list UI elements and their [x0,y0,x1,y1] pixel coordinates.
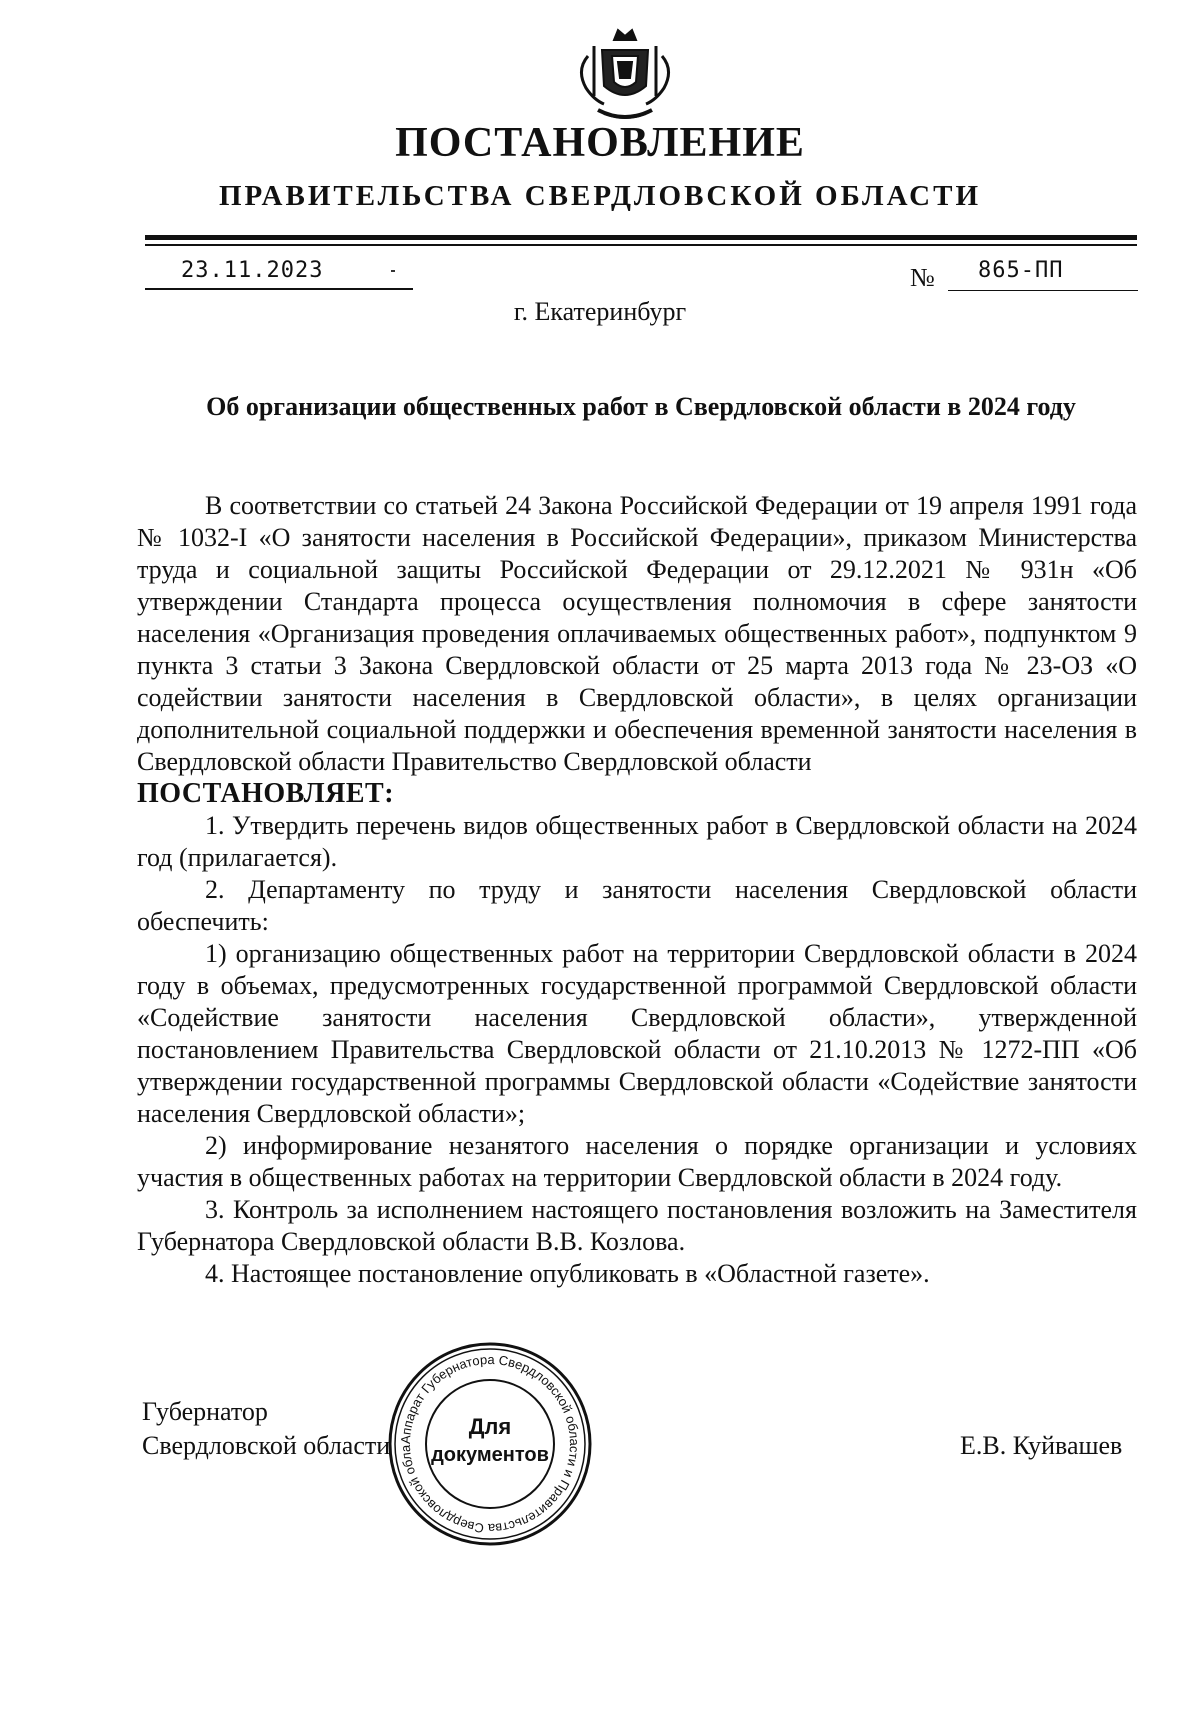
stamp-center-line1: Для [468,1414,512,1439]
list-item: 3. Контроль за исполнением настоящего постановления возложить на Заместителя Губернатора Свердловской области В.В. Козлова. [137,1195,1137,1256]
document-body [137,490,1137,1290]
signatory-position-line1: Губернатор [142,1397,268,1426]
date-value: 23.11.2023 [181,258,324,283]
operative-word: ПОСТАНОВЛЯЕТ: [137,778,395,809]
document-issuer: ПРАВИТЕЛЬСТВА СВЕРДЛОВСКОЙ ОБЛАСТИ [218,180,982,212]
header-rule-thin [145,244,1137,246]
stamp-ring-text: Аппарат Губернатора Свердловской области и Правительства Свердловской обла [397,1351,583,1537]
city: г. Екатеринбург [513,297,687,326]
preamble-paragraph: В соответствии со статьей 24 Закона Российской Федерации от 19 апреля 1991 года № 1032-I «О занятости населения в Российской Федерации», приказом Министерства труда и социальной защиты Российской Федерации от 29.12.2021 № 931н «Об утверждении Стандарта процесса осуществления полномочия в сфере занятости населения «Организация проведения оплачиваемых общественных работ», подпунктом 9 пункта 3 статьи 3 Закона Свердловской области от 25 марта 2013 года № 23-ОЗ «О содействии занятости населения в Свердловской области», в целях организации дополнительной социальной поддержки и обеспечения временной занятости населения в Свердловской области Правительство Свердловской области [137,491,1137,776]
date-field [145,256,413,290]
signatory-position [142,1395,390,1463]
list-item: 4. Настоящее постановление опубликовать в «Областной газете». [205,1259,930,1288]
stamp-center-line2: документов [431,1444,549,1466]
list-item: 2) информирование незанятого населения о порядке организации и условиях участия в общественных работах на территории Свердловской области в 2024 году. [137,1131,1137,1192]
document-title: Об организации общественных работ в Свердловской области в 2024 году [206,392,1076,421]
number-value: 865-ПП [978,258,1064,283]
date-mark [391,270,395,272]
official-stamp [384,1338,596,1550]
signatory-name: Е.В. Куйвашев [960,1431,1123,1460]
document-type: ПОСТАНОВЛЕНИЕ [395,120,805,166]
number-field [948,256,1138,291]
number-label: № [910,263,935,292]
list-item: 1. Утвердить перечень видов общественных работ в Свердловской области на 2024 год (прилагается). [137,811,1137,872]
list-item: 2. Департаменту по труду и занятости населения Свердловской области обеспечить: [137,875,1137,936]
signatory-position-line2: Свердловской области [142,1431,391,1460]
coat-of-arms-icon [574,26,676,126]
list-item: 1) организацию общественных работ на территории Свердловской области в 2024 году в объемах, предусмотренных государственной программой Свердловской области «Содействие занятости населения Свердловской области», утвержденной постановлением Правительства Свердловской области от 21.10.2013 № 1272-ПП «Об утверждении государственной программы Свердловской области «Содействие занятости населения Свердловской области»; [137,939,1137,1128]
header-rule-thick [145,235,1137,240]
